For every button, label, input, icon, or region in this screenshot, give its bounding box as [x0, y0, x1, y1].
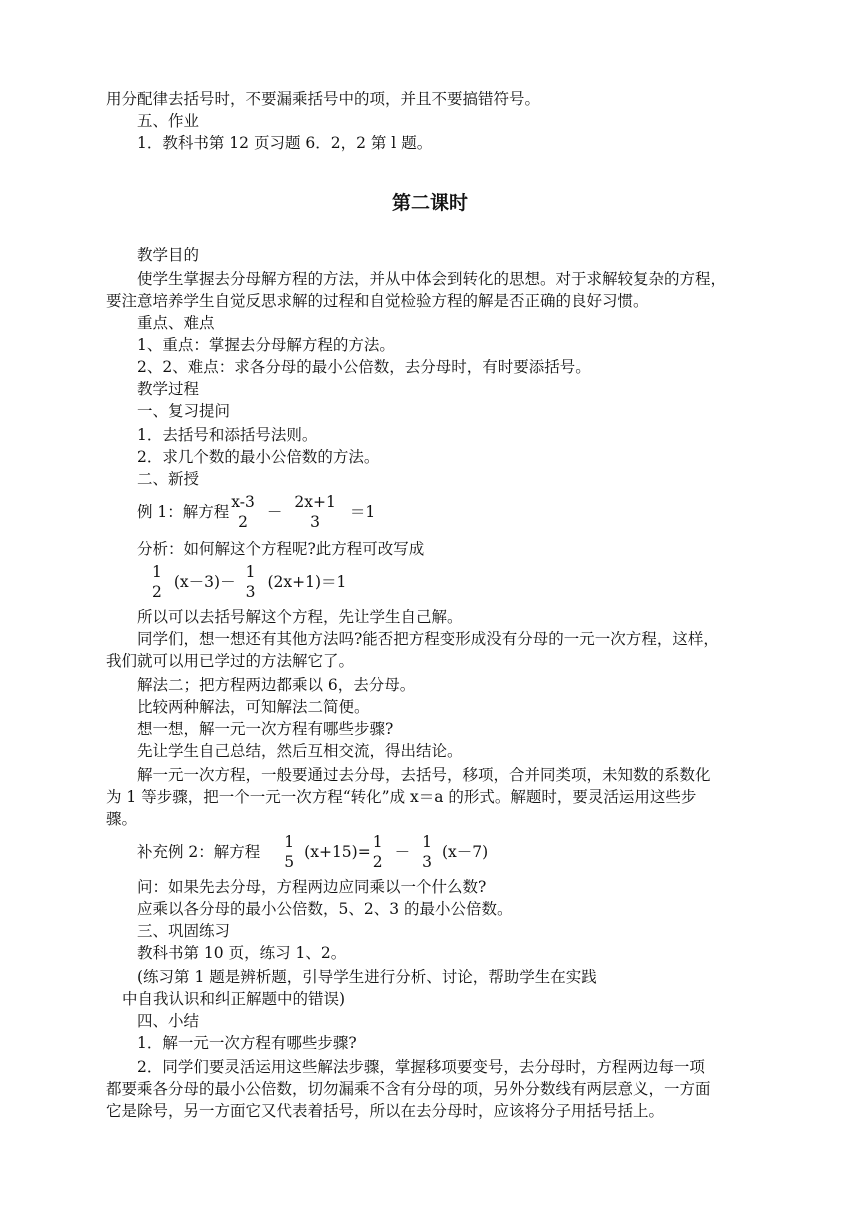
- minus-sign: －: [266, 503, 283, 521]
- analysis-line: 分析：如何解这个方程呢?此方程可改写成: [137, 540, 425, 558]
- expression-middle: (x－3)－: [173, 573, 236, 591]
- denominator: 2: [372, 853, 383, 871]
- heading-teaching-goal: 教学目的: [137, 246, 200, 264]
- other-method-line-1: 同学们，想一想还有其他方法吗?能否把方程变形成没有分母的一元一次方程，这样，: [137, 630, 719, 648]
- fraction-1-over-3: [246, 562, 256, 602]
- question-line: 问：如果先去分母，方程两边应同乘以一个什么数?: [137, 878, 487, 896]
- numerator: 1: [245, 563, 256, 581]
- numerator: x-3: [231, 493, 255, 511]
- solve-by-brackets-line: 所以可以去括号解这个方程，先让学生自己解。: [137, 608, 463, 626]
- heading-practice: 三、巩固练习: [137, 922, 231, 940]
- think-steps-line: 想一想，解一元一次方程有哪些步骤?: [137, 720, 394, 738]
- practice-note-line-2: 中自我认识和纠正解题中的错误): [122, 990, 346, 1008]
- review-item-1: 1．去括号和添括号法则。: [137, 426, 318, 444]
- answer-line: 应乘以各分母的最小公倍数，5、2、3 的最小公倍数。: [137, 900, 513, 918]
- goal-paragraph-line-2: 要注意培养学生自觉反思求解的过程和自觉检验方程的解是否正确的良好习惯。: [106, 292, 649, 310]
- steps-paragraph-line-1: 解一元一次方程，一般要通过去分母，去括号，移项，合并同类项，未知数的系数化: [137, 766, 711, 784]
- fraction-1-over-3: [422, 832, 432, 872]
- denominator: 2: [152, 583, 162, 601]
- numerator: 2x+1: [294, 493, 336, 511]
- heading-summary: 四、小结: [137, 1012, 200, 1030]
- denominator: 3: [245, 583, 256, 601]
- fraction-1-over-2: [373, 832, 383, 872]
- practice-note-line-1: (练习第 1 题是辨析题，引导学生进行分析、讨论，帮助学生在实践: [137, 968, 597, 986]
- expression-tail: (x－7): [441, 843, 489, 861]
- fraction-1-over-5: [284, 832, 294, 872]
- review-item-2: 2．求几个数的最小公倍数的方法。: [137, 448, 380, 466]
- lesson-title: 第二课时: [391, 192, 468, 214]
- goal-paragraph-line-1: 使学生掌握去分母解方程的方法，并从中体会到转化的思想。对于求解较复杂的方程，: [137, 270, 727, 288]
- paragraph-distributive-note: 用分配律去括号时，不要漏乘括号中的项，并且不要搞错符号。: [106, 90, 541, 108]
- expression-tail: (2x+1)＝1: [267, 573, 347, 591]
- heading-homework: 五、作业: [137, 112, 200, 130]
- numerator: 1: [284, 833, 295, 851]
- steps-paragraph-line-2: 为 1 等步骤，把一个一元一次方程“转化”成 x＝a 的形式。解题时，要灵活运用这些步: [106, 788, 697, 806]
- heading-new-lesson: 二、新授: [137, 470, 200, 488]
- denominator: 3: [310, 513, 321, 531]
- summary-item-2-line-2: 都要乘各分母的最小公倍数，切勿漏乘不含有分母的项，另外分数线有两层意义，一方面: [106, 1080, 711, 1098]
- compare-methods-line: 比较两种解法，可知解法二简便。: [137, 698, 370, 716]
- rewritten-equation: [150, 562, 346, 602]
- example-1-label: 例 1：解方程: [137, 503, 230, 521]
- denominator: 2: [238, 513, 249, 531]
- method-two-line: 解法二；把方程两边都乘以 6，去分母。: [137, 676, 416, 694]
- fraction-2x-plus-1-over-3: [294, 492, 335, 532]
- key-point-1: 1、重点：掌握去分母解方程的方法。: [137, 336, 395, 354]
- summarize-line: 先让学生自己总结，然后互相交流，得出结论。: [137, 742, 463, 760]
- example-1-equation: [137, 492, 375, 532]
- example-2-label: 补充例 2：解方程: [137, 843, 261, 861]
- numerator: 1: [422, 833, 432, 851]
- summary-item-2-line-1: 2．同学们要灵活运用这些解法步骤，掌握移项要变号，去分母时，方程两边每一项: [137, 1058, 705, 1076]
- fraction-1-over-2: [152, 562, 162, 602]
- summary-item-1: 1．解一元一次方程有哪些步骤?: [137, 1034, 357, 1052]
- other-method-line-2: 我们就可以用已学过的方法解它了。: [106, 652, 355, 670]
- heading-review: 一、复习提问: [137, 402, 231, 420]
- summary-item-2-line-3: 它是除号，另一方面它又代表着括号，所以在去分母时，应该将分子用括号括上。: [106, 1102, 665, 1120]
- fraction-x-minus-3-over-2: [231, 492, 255, 532]
- heading-teaching-process: 教学过程: [137, 380, 200, 398]
- heading-key-points: 重点、难点: [137, 314, 215, 332]
- steps-paragraph-line-3: 骤。: [106, 810, 138, 828]
- denominator: 3: [422, 853, 432, 871]
- practice-item: 教科书第 10 页，练习 1、2。: [137, 944, 347, 962]
- equals-one: ＝1: [349, 503, 376, 521]
- denominator: 5: [284, 853, 295, 871]
- minus-sign: －: [394, 843, 411, 861]
- numerator: 1: [372, 833, 383, 851]
- key-point-2: 2、2、难点：求各分母的最小公倍数，去分母时，有时要添括号。: [137, 358, 591, 376]
- expression-middle: (x+15)=: [304, 843, 371, 861]
- homework-item-1: 1．教科书第 12 页习题 6．2，2 第 l 题。: [137, 134, 433, 152]
- example-2-equation: [137, 832, 488, 872]
- numerator: 1: [152, 563, 162, 581]
